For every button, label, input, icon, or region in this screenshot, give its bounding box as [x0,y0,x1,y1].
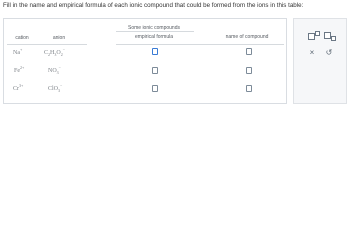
compound-name-input[interactable] [246,85,252,92]
ionic-compounds-table [3,18,287,104]
cation-cell: $Cr^{3+}$ [13,83,24,92]
header-separator-right [116,44,284,45]
undo-button[interactable]: ↺ [325,48,333,57]
superscript-box-icon[interactable] [308,31,320,40]
empirical-formula-input[interactable] [152,67,158,74]
subscript-box-icon[interactable] [324,31,336,40]
anion-cell: $C_2H_3O_2^-$ [44,47,65,58]
cation-cell: Na+ [13,47,23,56]
header-name-of-compound: name of compound [225,34,269,40]
answer-tools-panel [293,18,347,104]
header-separator-group [116,31,194,32]
clear-button[interactable]: × [309,48,315,57]
header-group: Some ionic compounds [128,25,180,31]
header-cation: cation [15,35,29,41]
instruction-text: Fill in the name and empirical formula of each ionic compound that could be formed from the ions in this table: [3,2,304,9]
header-separator-left [7,44,87,45]
empirical-formula-input[interactable] [152,85,158,92]
header-empirical-formula: empirical formula [134,34,174,40]
anion-cell: ClO$_3$− [48,83,63,94]
header-anion: anion [52,35,66,41]
cation-cell: $Fe^{2+}$ [14,65,25,74]
compound-name-input[interactable] [246,48,252,55]
anion-cell: $NO_3^-$ [48,65,61,76]
empirical-formula-input[interactable] [152,48,158,55]
compound-name-input[interactable] [246,67,252,74]
